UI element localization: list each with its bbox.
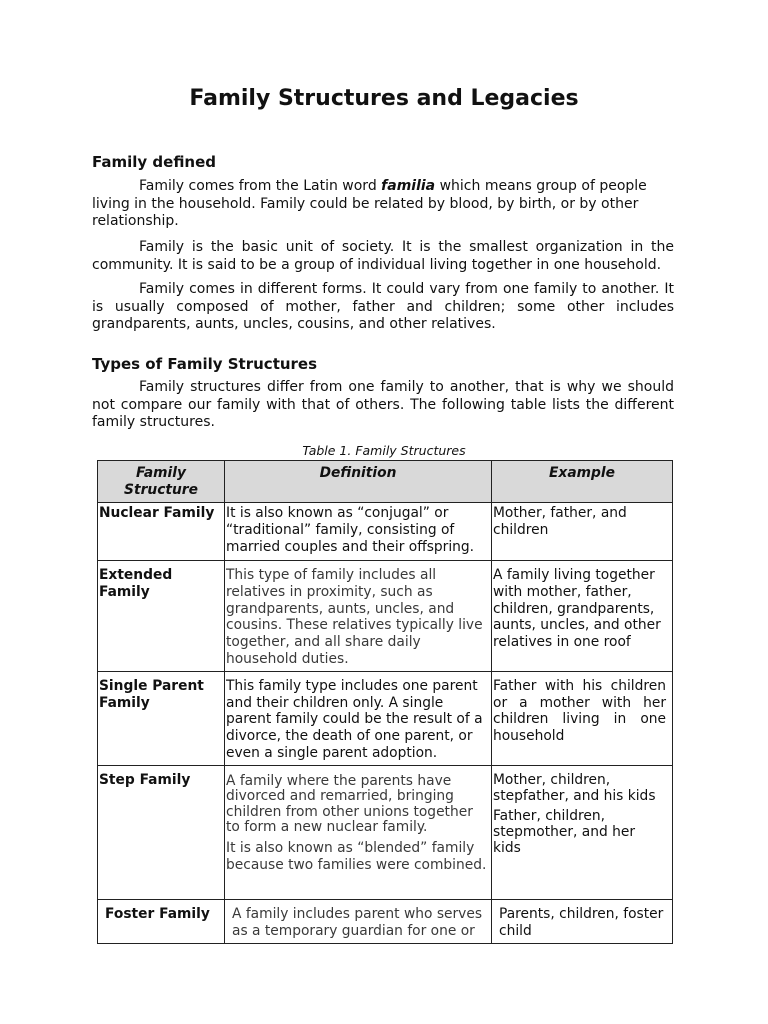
header-definition: Definition [225, 461, 492, 503]
table-row [98, 899, 673, 943]
paragraph-text: Family comes from the Latin word [139, 178, 382, 194]
row-definition [225, 765, 492, 899]
row-type-nuclear: Nuclear Family [98, 503, 225, 561]
paragraph-different-forms: Family comes in different forms. It could vary from one family to another. It is usually composed of mother, father and children; some other includes grandparents, aunts, uncles, cousins, and other relatives. [92, 281, 674, 332]
row-definition: A family includes parent who serves as a temporary guardian for one or [225, 899, 492, 943]
row-example: A family living together with mother, father, children, grandparents, aunts, uncles, and other relatives in one roof [492, 561, 673, 672]
family-structures-table [97, 460, 673, 944]
row-type-foster: Foster Family [98, 899, 225, 943]
example-line: Father, children, stepmother, and her kids [493, 807, 636, 856]
row-type-step: Step Family [98, 765, 225, 899]
row-definition: It is also known as “conjugal” or “traditional” family, consisting of married couples and their offspring. [225, 503, 492, 561]
header-family-structure: Family Structure [98, 461, 225, 503]
example-line: Mother, children, stepfather, and his kids [493, 771, 656, 804]
table-row [98, 561, 673, 672]
row-example [492, 765, 673, 899]
header-example: Example [492, 461, 673, 503]
definition-line: It is also known as “blended” family because two families were combined. [226, 839, 487, 873]
table-caption: Table 1. Family Structures [302, 443, 466, 458]
latin-term: familia [381, 178, 436, 194]
table-row [98, 503, 673, 561]
paragraph-family-origin [92, 178, 674, 231]
table-row [98, 671, 673, 765]
definition-line: A family where the parents have divorced and remarried, bringing children from other unions together to form a new nuclear family. [226, 772, 473, 836]
document-title: Family Structures and Legacies [189, 86, 579, 111]
table-row [98, 765, 673, 899]
table-header-row [98, 461, 673, 503]
row-definition: This family type includes one parent and their children only. A single parent family could be the result of a divorce, the death of one parent, or even a single parent adoption. [225, 671, 492, 765]
row-example: Father with his children or a mother with her children living in one household [492, 671, 673, 765]
row-example: Parents, children, foster child [492, 899, 673, 943]
row-type-extended: Extended Family [98, 561, 225, 672]
paragraph-structures-differ: Family structures differ from one family to another, that is why we should not compare our family with that of others. The following table lists the different family structures. [92, 379, 674, 430]
row-definition: This type of family includes all relatives in proximity, such as grandparents, aunts, uncles, and cousins. These relatives typically live together, and all share daily household duties. [225, 561, 492, 672]
section-heading-types: Types of Family Structures [92, 355, 318, 373]
section-heading-family-defined: Family defined [92, 153, 217, 171]
paragraph-text: which means group of people living in the household. Family could be related by blood, by birth, or by other relationship. [92, 178, 647, 229]
row-example: Mother, father, and children [492, 503, 673, 561]
paragraph-basic-unit: Family is the basic unit of society. It is the smallest organization in the community. It is said to be a group of individual living together in one household. [92, 239, 674, 273]
row-type-single-parent: Single Parent Family [98, 671, 225, 765]
